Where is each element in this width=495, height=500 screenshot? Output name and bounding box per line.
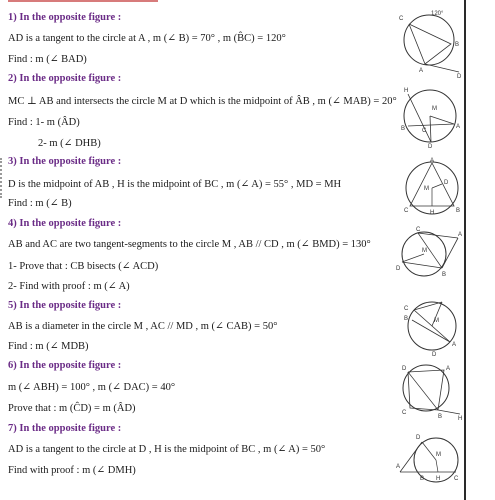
fig4-label-d: D: [396, 266, 401, 272]
problem-7-given: AD is a tangent to the circle at D , H is the midpoint of BC , m (∠ A) = 50°: [8, 444, 326, 455]
fig1-label-arc: 120°: [431, 11, 444, 17]
problem-2-heading: 2) In the opposite figure :: [8, 73, 122, 84]
fig6-label-a: A: [446, 366, 451, 372]
fig7-label-d: D: [416, 435, 421, 441]
fig4-label-a: A: [458, 232, 463, 238]
problem-1-find: Find : m (∠ BAD): [8, 54, 87, 65]
fig3-label-d: D: [444, 180, 449, 186]
fig1-label-d: D: [457, 74, 462, 80]
problem-7-find: Find with proof : m (∠ DMH): [8, 465, 136, 476]
problem-5-heading: 5) In the opposite figure :: [8, 300, 122, 311]
fig2-label-d: D: [428, 144, 433, 150]
fig5-label-b: B: [404, 316, 409, 322]
fig6-label-h: H: [458, 416, 463, 422]
problem-2-find-2: 2- m (∠ DHB): [38, 138, 101, 149]
problem-4-find: 2- Find with proof : m (∠ A): [8, 281, 130, 292]
figure-2-diagram: [398, 86, 464, 153]
problem-4-prove: 1- Prove that : CB bisects (∠ ACD): [8, 261, 159, 272]
problem-5-given: AB is a diameter in the circle M , AC // MD , m (∠ CAB) = 50°: [8, 321, 278, 332]
figure-1-diagram: [395, 6, 465, 81]
fig7-label-m: M: [436, 452, 441, 458]
problem-1-given: AD is a tangent to the circle at A , m (∠ B) = 70° , m (B̂C) = 120°: [8, 33, 286, 44]
figure-3-diagram: [402, 158, 462, 223]
figure-4-diagram: [396, 226, 464, 289]
binding-mark: [0, 158, 6, 198]
fig7-label-c: C: [454, 476, 459, 482]
fig4-label-m: M: [422, 248, 427, 254]
figure-6-diagram: [398, 362, 464, 425]
fig3-label-h: H: [430, 210, 435, 216]
top-rule: [8, 0, 158, 2]
fig3-label-m: M: [424, 186, 429, 192]
problem-1-heading: 1) In the opposite figure :: [8, 12, 122, 23]
fig5-label-c: C: [404, 306, 409, 312]
fig2-label-a: A: [456, 124, 461, 130]
figure-7-diagram: [396, 428, 464, 495]
fig5-label-d: D: [432, 352, 437, 358]
fig4-label-c: C: [416, 227, 421, 233]
problem-4-given: AB and AC are two tangent-segments to the circle M , AB // CD , m (∠ BMD) = 130°: [8, 239, 371, 250]
fig6-label-b: B: [438, 414, 443, 420]
fig2-label-c: C: [422, 128, 427, 134]
problem-3-given: D is the midpoint of AB , H is the midpoint of BC , m (∠ A) = 55° , MD = MH: [8, 179, 342, 190]
fig3-label-b: B: [456, 208, 461, 214]
fig2-label-m: M: [432, 106, 437, 112]
problem-6-heading: 6) In the opposite figure :: [8, 360, 122, 371]
fig2-label-b: B: [401, 126, 406, 132]
problem-2-given: MC ⊥ AB and intersects the circle M at D which is the midpoint of ÂB , m (∠ MAB) = 20°: [8, 96, 397, 107]
problem-5-find: Find : m (∠ MDB): [8, 341, 89, 352]
fig1-label-a: A: [419, 68, 424, 74]
fig6-label-c: C: [402, 410, 407, 416]
fig5-label-m: M: [434, 318, 439, 324]
problem-7-heading: 7) In the opposite figure :: [8, 423, 122, 434]
fig7-label-a: A: [396, 464, 401, 470]
fig1-label-c: C: [399, 16, 404, 22]
problem-6-given: m (∠ ABH) = 100° , m (∠ DAC) = 40°: [8, 382, 176, 393]
problem-4-heading: 4) In the opposite figure :: [8, 218, 122, 229]
problem-2-find-1: Find : 1- m (ÂD): [8, 117, 80, 128]
fig5-label-a: A: [452, 342, 457, 348]
fig1-label-b: B: [455, 42, 460, 48]
fig6-label-d: D: [402, 366, 407, 372]
fig3-label-c: C: [404, 208, 409, 214]
fig7-label-h: H: [436, 476, 441, 482]
problem-3-heading: 3) In the opposite figure :: [8, 156, 122, 167]
fig3-label-a: A: [430, 158, 435, 164]
problem-3-find: Find : m (∠ B): [8, 198, 72, 209]
fig7-label-b: B: [420, 476, 425, 482]
fig4-label-b: B: [442, 272, 447, 278]
problem-6-prove: Prove that : m (ĈD) = m (ÂD): [8, 403, 136, 414]
figure-5-diagram: [402, 298, 462, 363]
fig2-label-h: H: [404, 88, 409, 94]
